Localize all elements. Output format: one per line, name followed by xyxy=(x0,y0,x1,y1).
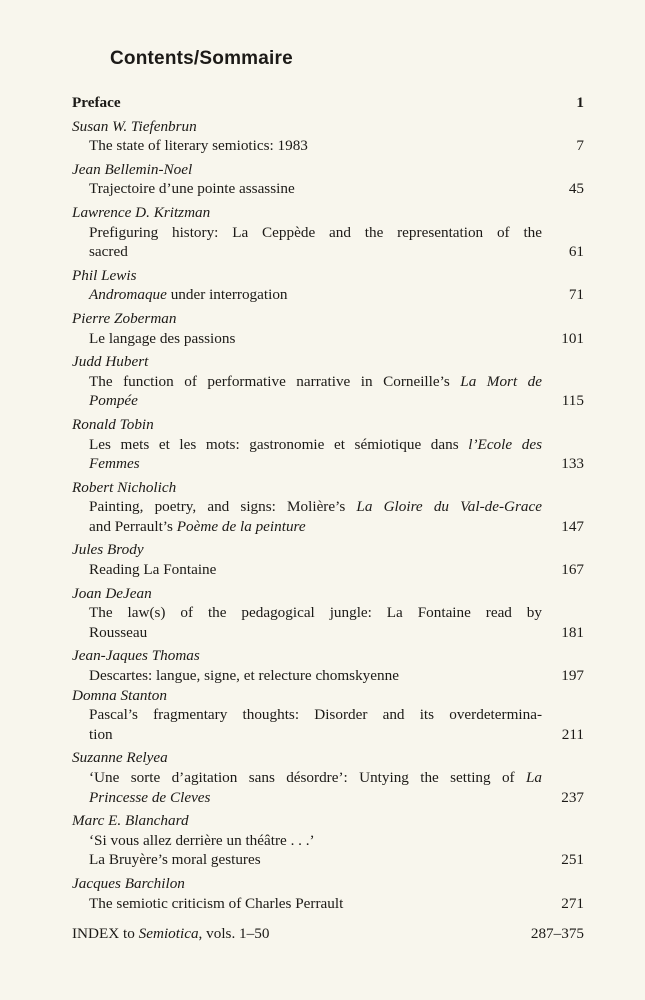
page-number: 287–375 xyxy=(530,925,584,943)
page-title: Contents/Sommaire xyxy=(110,48,293,69)
table-of-contents xyxy=(72,93,584,944)
page-number: 133 xyxy=(561,455,584,473)
entry-title: Andromaque under interrogation 71 xyxy=(89,286,584,304)
page-number: 167 xyxy=(561,561,584,579)
preface-entry xyxy=(72,93,584,113)
entry-author: Lawrence D. Kritzman xyxy=(72,203,211,221)
entry-author: Ronald Tobin xyxy=(72,415,154,433)
toc-entry xyxy=(72,584,584,643)
page-number: 211 xyxy=(561,725,584,743)
page-number: 61 xyxy=(568,243,584,261)
page-number: 237 xyxy=(561,788,584,806)
toc-entry xyxy=(72,352,584,411)
toc-entry xyxy=(72,266,584,305)
entry-title: Descartes: langue, signe, et relecture chomskyenne 197 xyxy=(89,667,584,685)
page-number: 181 xyxy=(561,623,584,641)
entry-title-line: ‘Une sorte d’agitation sans désordre’: Untying the setting of La xyxy=(89,769,542,786)
entry-title-line: Rousseau 181 xyxy=(89,623,584,641)
toc-entry xyxy=(72,874,584,913)
entry-author: Pierre Zoberman xyxy=(72,309,177,327)
toc-entry xyxy=(72,117,584,156)
entry-title-line: La Bruyère’s moral gestures 251 xyxy=(89,851,584,869)
entry-title-line: The function of performative narrative in Corneille’s La Mort de xyxy=(89,372,543,390)
toc-entry xyxy=(72,309,584,348)
entry-author: Joan DeJean xyxy=(72,584,152,602)
entry-author: Jacques Barchilon xyxy=(72,874,185,892)
entry-author: Suzanne Relyea xyxy=(72,749,168,767)
page-number: 71 xyxy=(568,286,584,304)
entry-title: Trajectoire d’une pointe assassine 45 xyxy=(89,180,584,198)
entry-author: Robert Nicholich xyxy=(72,478,177,496)
page-number: 197 xyxy=(561,667,584,685)
toc-entry xyxy=(72,478,584,537)
page-number: 1 xyxy=(576,94,584,111)
entry-author: Judd Hubert xyxy=(72,353,149,371)
toc-entry xyxy=(72,160,584,199)
entry-title: The semiotic criticism of Charles Perrault 271 xyxy=(89,894,584,912)
entry-title-line: sacred 61 xyxy=(89,243,584,261)
entry-title-line: and Perrault’s Poème de la peinture 147 xyxy=(89,517,584,535)
entry-title-line: ‘Si vous allez derrière un théâtre . . .’ xyxy=(89,831,315,849)
index-entry: INDEX to Semiotica, vols. 1–50 287–375 xyxy=(72,925,584,943)
entry-title-line: Painting, poetry, and signs: Molière’s La Gloire du Val-de-Grace xyxy=(89,498,542,516)
entry-author: Jean Bellemin-Noel xyxy=(72,160,193,178)
entry-title-line: Prefiguring history: La Ceppède and the representation of the xyxy=(89,223,542,241)
entry-title-line: Pompée 115 xyxy=(89,392,584,410)
page-number: 45 xyxy=(568,180,584,198)
toc-entry xyxy=(72,203,584,262)
entry-author: Marc E. Blanchard xyxy=(72,812,189,830)
entry-title: The state of literary semiotics: 1983 7 xyxy=(89,137,584,155)
page-number: 147 xyxy=(561,517,584,535)
page-number: 7 xyxy=(576,137,584,155)
toc-entry xyxy=(72,748,584,807)
entry-author: Domna Stanton xyxy=(72,686,167,704)
preface-label: Preface xyxy=(72,94,121,111)
toc-entry xyxy=(72,646,584,685)
entry-author: Phil Lewis xyxy=(72,266,137,284)
entry-title-line: tion 211 xyxy=(89,725,584,743)
entry-title-line: Pascal’s fragmentary thoughts: Disorder and its overdetermina- xyxy=(89,706,542,724)
entry-title: Le langage des passions 101 xyxy=(89,329,584,347)
entry-title-line: Princesse de Cleves 237 xyxy=(89,788,584,806)
entry-author: Jules Brody xyxy=(72,541,144,559)
page-number: 251 xyxy=(561,851,584,869)
toc-entry xyxy=(72,415,584,474)
entry-author: Susan W. Tiefenbrun xyxy=(72,117,197,135)
page-number: 271 xyxy=(561,894,584,912)
page-number: 101 xyxy=(561,329,584,347)
page-number: 115 xyxy=(561,392,584,410)
toc-entry xyxy=(72,811,584,870)
entry-title-line: Les mets et les mots: gastronomie et sémiotique dans l’Ecole des xyxy=(89,435,542,453)
toc-entry xyxy=(72,686,584,745)
entry-title-line: The law(s) of the pedagogical jungle: La Fontaine read by xyxy=(89,604,542,622)
toc-entry xyxy=(72,540,584,579)
entry-title: Reading La Fontaine 167 xyxy=(89,561,584,579)
entry-author: Jean-Jaques Thomas xyxy=(72,647,200,665)
entry-title-line: Femmes 133 xyxy=(89,455,584,473)
